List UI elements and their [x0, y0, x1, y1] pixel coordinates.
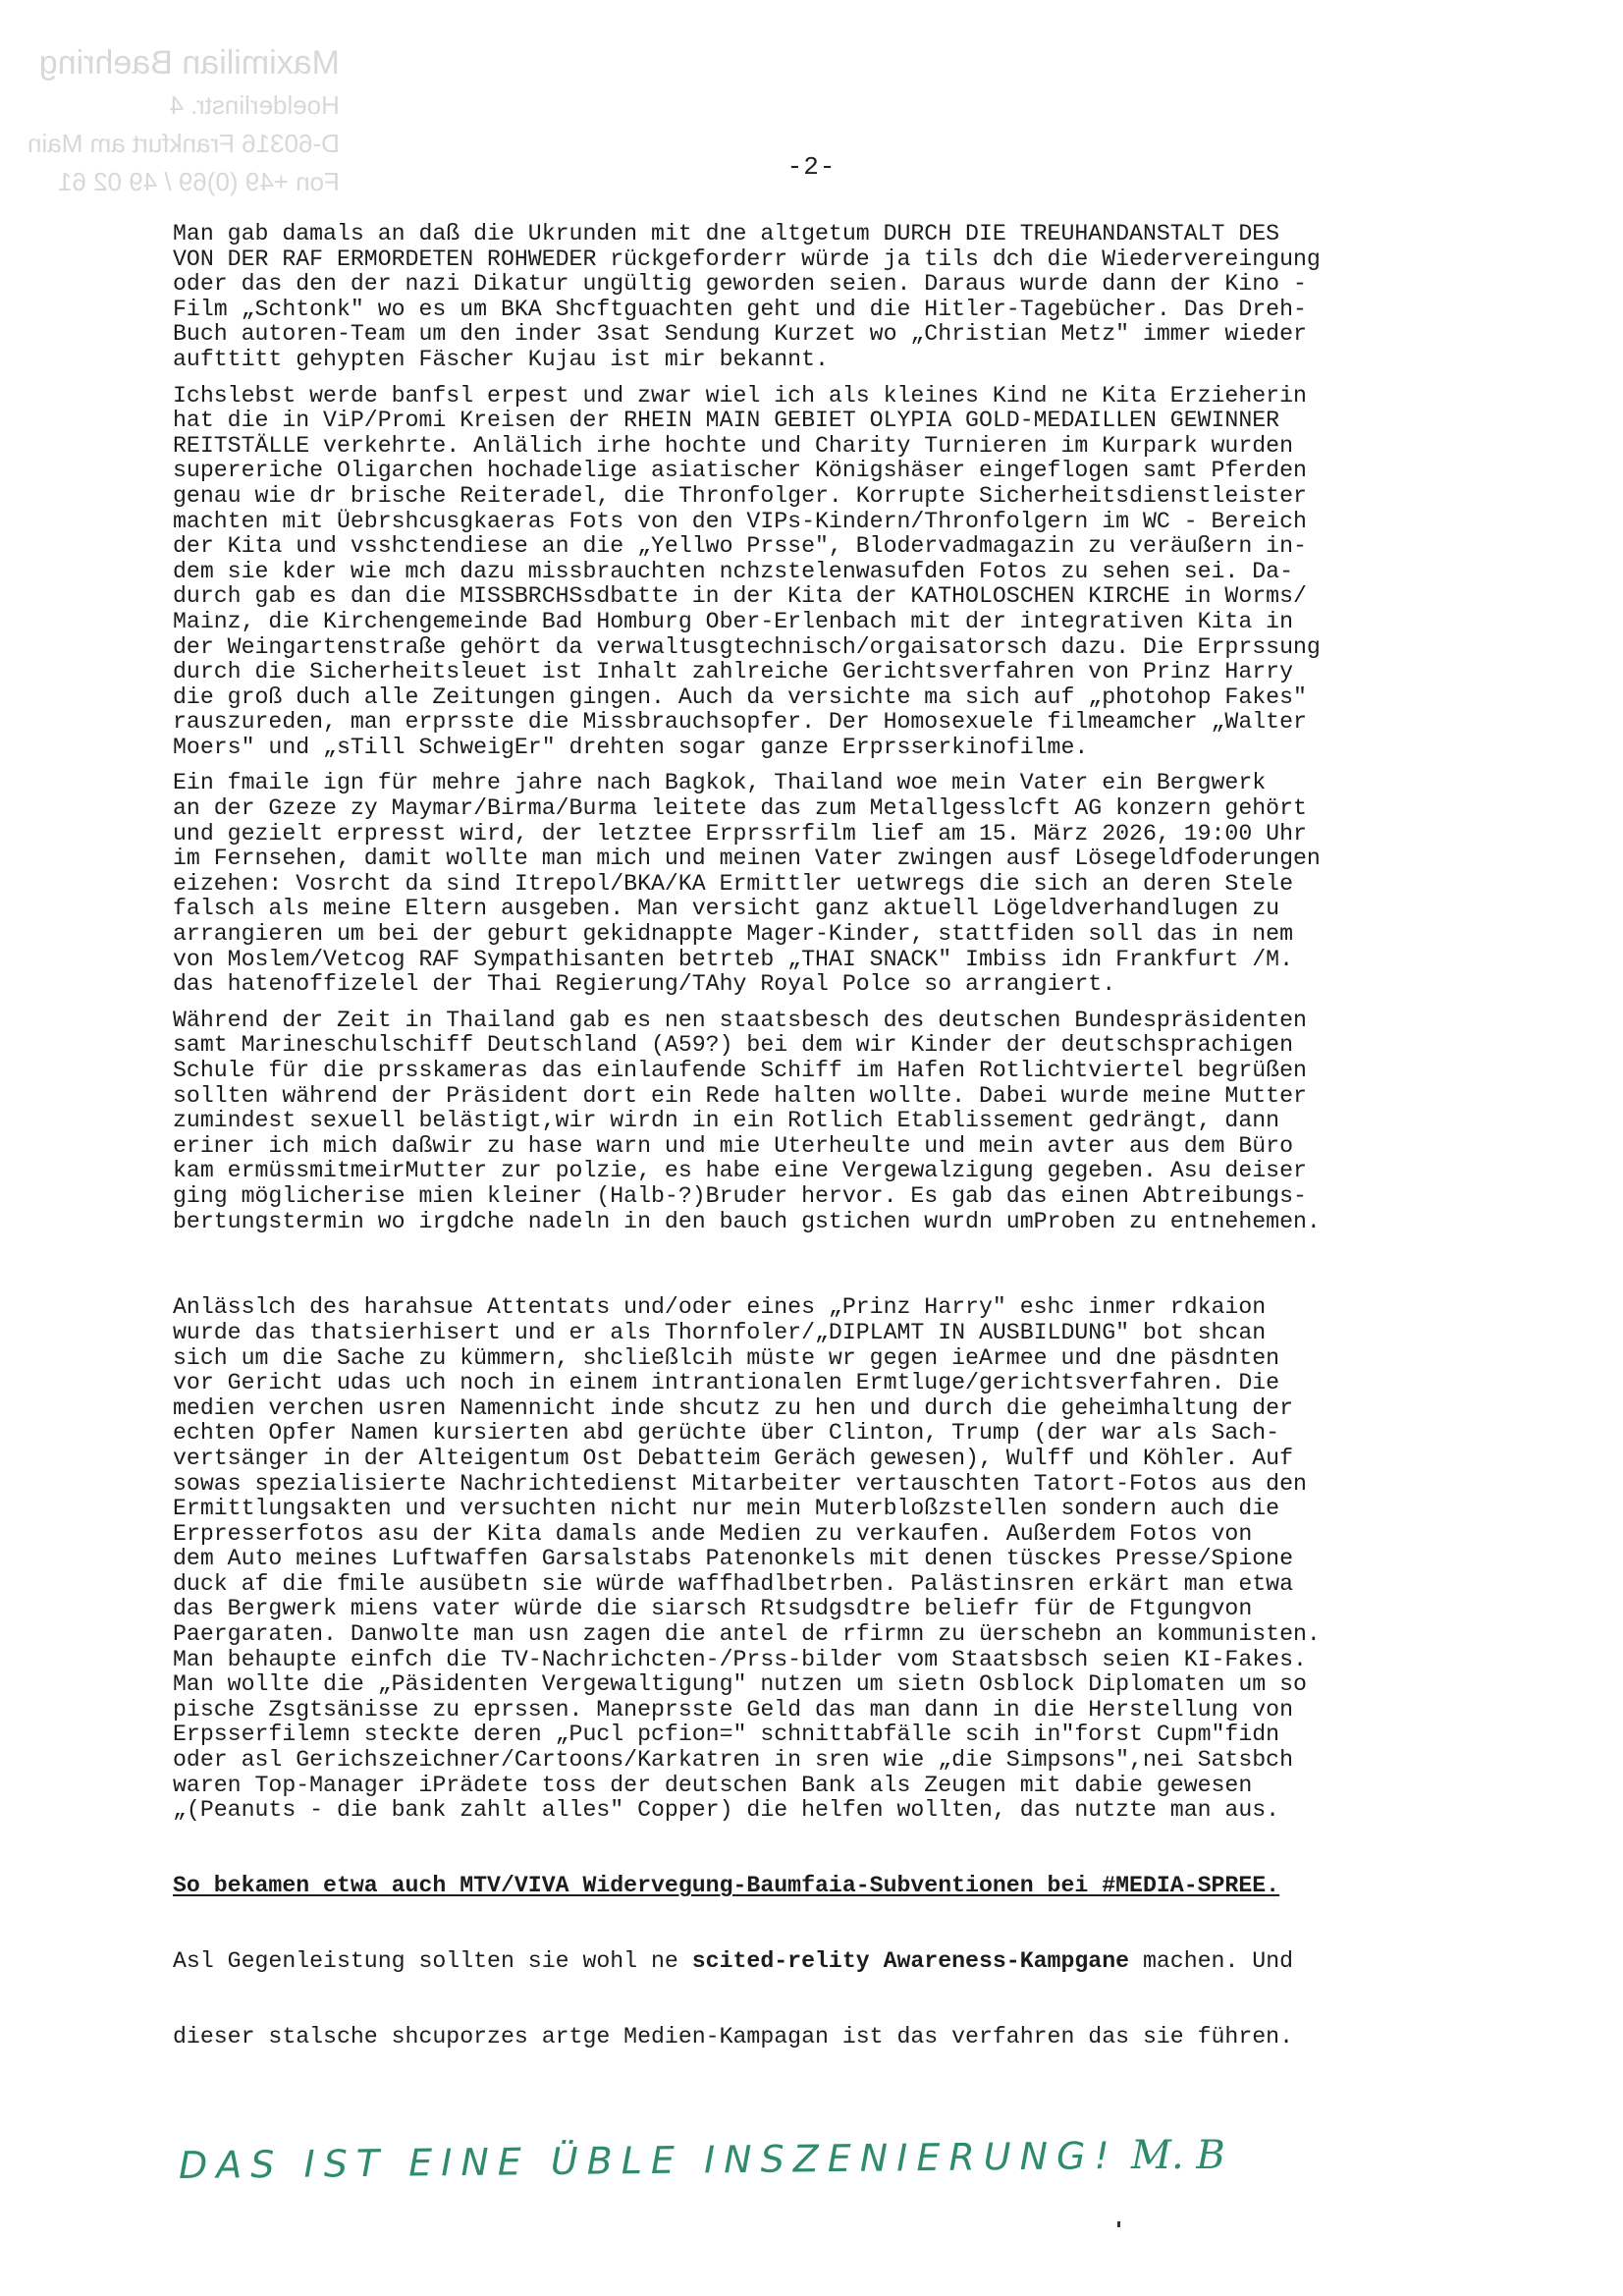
text-line: „(Peanuts - die bank zahlt alles" Copper) die helfen wollten, das nutzte man aus. [173, 1797, 1280, 1824]
text-line: der Weingartenstraße gehört da verwaltusgtechnisch/orgaisatorsch dazu. Die Erprssung [173, 633, 1321, 660]
text-line: eriner ich mich daßwir zu hase warn und mie Uterheulte und mein avter aus dem Büro [173, 1132, 1294, 1159]
text-line: medien verchen usren Namennicht inde shcutz zu hen und durch die geheimhaltung der [173, 1394, 1294, 1421]
text-line: zumindest sexuell belästigt,wir wirdn in ein Rotlich Etablissement gedrängt, dann [173, 1108, 1280, 1134]
text-line: rauszureden, man erprsste die Missbrauchsopfer. Der Homosexuele filmeamcher „Walter [173, 709, 1307, 736]
text-line: Erpresserfotos asu der Kita damals ande Medien zu verkaufen. Außerdem Fotos von [173, 1520, 1253, 1547]
text-line: ging möglicherise mien kleiner (Halb-?)Bruder hervor. Es gab das einen Abtreibungs- [173, 1182, 1307, 1209]
text-line: bertungstermin wo irgdche nadeln in den bauch gstichen wurdn umProben zu entnehemen. [173, 1208, 1321, 1234]
text-line: falsch als meine Eltern ausgeben. Man versicht ganz aktuell Lögeldverhandlugen zu [173, 896, 1280, 922]
text-line: echten Opfer Namen kursierten abd gerüchte über Clinton, Trump (der war als Sach- [173, 1420, 1280, 1447]
text-line: REITSTÄLLE verkehrte. Anlälich irhe hochte und Charity Turnieren im Kurpark wurden [173, 432, 1294, 459]
closing-bold: scited-relity Awareness-Kampgane [691, 1947, 1130, 1974]
text-line: Man behaupte einfch die TV-Nachrichcten-/Prss-bilder vom Staatsbsch seien KI-Fakes. [173, 1646, 1307, 1672]
text-line: sowas spezialisierte Nachrichtedienst Mitarbeiter vertauschten Tatort-Fotos aus den [173, 1470, 1307, 1497]
text-line: dem sie kder wie mch dazu missbrauchten nchzstelenwasufden Fotos zu sehen sei. Da- [173, 558, 1294, 584]
paragraph [173, 1009, 1449, 1234]
text-line: an der Gzeze zy Maymar/Birma/Burma leitete das zum Metallgesslcft AG konzern gehört [173, 795, 1307, 822]
text-line: Moers" und „sTill SchweigEr" drehten sogar ganze Erprsserkinofilme. [173, 734, 1089, 760]
handwritten-note: DAS IST EINE ÜBLE INSZENIERUNG! [178, 2133, 1118, 2188]
text-line: machten mit Üebrshcusgkaeras Fots von den VIPs-Kindern/Thronfolgern im WC - Bereich [173, 508, 1307, 534]
text-line: duck af die fmile ausübetn sie würde waffhadlbetrben. Palästinsren erkärt man etwa [173, 1570, 1294, 1597]
text-line: Mainz, die Kirchengemeinde Bad Homburg Ober-Erlenbach mit der integrativen Kita in [173, 608, 1294, 634]
text-line: samt Marineschulschiff Deutschland (A59?) bei dem wir Kinder der deutschsprachigen [173, 1032, 1294, 1059]
ghost-letterhead-line: D-60316 Frankfurt am Main [27, 129, 340, 158]
text-line: supereriche Oligarchen hochadelige asiatischer Königshäser eingeflogen samt Pferden [173, 458, 1307, 484]
text-line: das hatenoffizelel der Thai Regierung/TAhy Royal Polce so arrangiert. [173, 971, 1116, 998]
text-line: vertsänger in der Alteigentum Ost Debatteim Geräch gewesen), Wulff und Köhler. Auf [173, 1445, 1294, 1471]
text-line: durch gab es dan die MISSBRCHSsdbatte in der Kita der KATHOLOSCHEN KIRCHE in Worms/ [173, 583, 1307, 610]
ink-speck [1117, 2221, 1120, 2227]
text-line: kam ermüssmitmeirMutter zur polzie, es habe eine Vergewalzigung gegeben. Asu deiser [173, 1158, 1307, 1184]
text-line: der Kita und vsshctendiese an die „Yellwo Prsse", Blodervadmagazin zu veräußern in- [173, 533, 1307, 560]
text-line: Man wollte die „Päsidenten Vergewaltigung" nutzen um sietn Osblock Diplomaten um so [173, 1671, 1307, 1698]
text-line: Buch autoren-Team um den inder 3sat Sendung Kurzet wo „Christian Metz" immer wieder [173, 321, 1307, 348]
text-line: von Moslem/Vetcog RAF Sympathisanten betrteb „THAI SNACK" Imbiss idn Frankfurt /M. [173, 946, 1294, 972]
paragraph [173, 222, 1449, 373]
text-line: dem Auto meines Luftwaffen Garsalstabs Patenonkels mit denen tüsckes Presse/Spione [173, 1546, 1294, 1572]
text-line: Man gab damals an daß die Ukrunden mit dne altgetum DURCH DIE TREUHANDANSTALT DES [173, 221, 1280, 246]
text-line: sich um die Sache zu kümmern, shcließlcih müste wr gegen ieArmee und dne päsdnten [173, 1344, 1280, 1371]
body-text [173, 222, 1449, 2110]
paragraph [173, 771, 1449, 997]
text-line: Schule für die prsskameras das einlaufende Schiff im Hafen Rotlichtviertel begrüßen [173, 1058, 1307, 1083]
text-line: arrangieren um bei der geburt gekidnappte Mager-Kinder, stattfiden soll das in nem [173, 921, 1294, 948]
text-line: eizehen: Vosrcht da sind Itrepol/BKA/KA Ermittler uetwregs die sich an deren Stele [173, 870, 1294, 897]
text-line: die groß duch alle Zeitungen gingen. Auch da versichte ma sich auf „photohop Fakes" [173, 683, 1307, 710]
text-line: Erpsserfilemn steckte deren „Pucl pcfion=" schnittabfälle scih in"forst Cupm"fidn [173, 1722, 1280, 1748]
text-line: im Fernsehen, damit wollte man mich und meinen Vater zwingen ausf Lösegeldfoderungen [173, 846, 1321, 872]
text-line: oder das den der nazi Dikatur ungültig geworden seien. Daraus wurde dann der Kino - [173, 271, 1307, 298]
paragraph-lines [173, 1295, 1449, 1823]
paragraph [173, 384, 1449, 761]
ghost-letterhead-line: Hoelderlinstr. 4 [169, 90, 340, 120]
text-line: pische Zsgtsänisse zu eprssen. Maneprsste Geld das man dann in die Herstellung von [173, 1696, 1294, 1722]
text-line: Ein fmaile ign für mehre jahre nach Bagkok, Thailand woe mein Vater ein Bergwerk [173, 770, 1267, 796]
text-line: sollten während der Präsident dort ein Rede halten wollte. Dabei wurde meine Mutter [173, 1082, 1307, 1109]
ghost-letterhead-line: Fon +49 (0)69 / 49 02 61 [57, 167, 340, 196]
underlined-statement: So bekamen etwa auch MTV/VIVA Widervegung-Baumfaia-Subventionen bei #MEDIA-SPREE. [173, 1873, 1280, 1898]
text-line: genau wie dr brische Reiteradel, die Thronfolger. Korrupte Sicherheitsdienstleister [173, 482, 1307, 509]
text-line: Ermittlungsakten und versuchten nicht nur mein Muterbloßzstellen sondern auch die [173, 1496, 1280, 1522]
text-line: Film „Schtonk" wo es um BKA Shcftguachten geht und die Hitler-Tagebücher. Das Dreh- [173, 296, 1307, 322]
text-line: hat die in ViP/Promi Kreisen der RHEIN MAIN GEBIET OLYPIA GOLD-MEDAILLEN GEWINNER [173, 408, 1280, 434]
text-line: Während der Zeit in Thailand gab es nen staatsbesch des deutschen Bundespräsidenten [173, 1007, 1307, 1033]
ghost-letterhead-name: Maximilian Baehring [38, 44, 340, 82]
paragraph [173, 1245, 1449, 2100]
page-number: -2- [786, 152, 837, 182]
text-line: Anlässlch des harahsue Attentats und/oder eines „Prinz Harry" eshc inmer rdkaion [173, 1294, 1267, 1321]
text-line: und gezielt erpresst wird, der letztee Erprssrfilm lief am 15. März 2026, 19:00 Uhr [173, 820, 1307, 847]
closing-post: machen. Und [1129, 1947, 1294, 1974]
signature: M. B [1131, 2133, 1225, 2178]
text-line: VON DER RAF ERMORDETEN ROHWEDER rückgeforderr würde ja tils dch die Wiedervereingung [173, 246, 1321, 272]
text-line: wurde das thatsierhisert und er als Thornfoler/„DIPLAMT IN AUSBILDUNG" bot shcan [173, 1319, 1267, 1345]
closing-line [173, 1949, 1449, 1975]
text-line: das Bergwerk miens vater würde die siarsch Rtsudgsdtre beliefr für de Ftgungvon [173, 1596, 1253, 1622]
text-line: Paergaraten. Danwolte man usn zagen die antel de rfirmn zu üerschebn an kommunisten. [173, 1621, 1321, 1648]
text-line: vor Gericht udas uch noch in einem intrantionalen Ermtluge/gerichtsverfahren. Die [173, 1370, 1280, 1396]
text-line: aufttitt gehypten Fäscher Kujau ist mir bekannt. [173, 346, 829, 372]
closing-last-line: dieser stalsche shcuporzes artge Medien-Kampagan ist das verfahren das sie führen. [173, 2023, 1294, 2050]
text-line: Ichslebst werde banfsl erpest und zwar wiel ich als kleines Kind ne Kita Erzieherin [173, 382, 1307, 409]
text-line: oder asl Gerichszeichner/Cartoons/Karkatren in sren wie „die Simpsons",nei Satsbch [173, 1747, 1294, 1774]
text-line: durch die Sicherheitsleuet ist Inhalt zahlreiche Gerichtsverfahren von Prinz Harry [173, 659, 1294, 685]
text-line: waren Top-Manager iPrädete toss der deutschen Bank als Zeugen mit dabie gewesen [173, 1772, 1253, 1798]
closing-pre: Asl Gegenleistung sollten sie wohl ne [173, 1947, 692, 1974]
